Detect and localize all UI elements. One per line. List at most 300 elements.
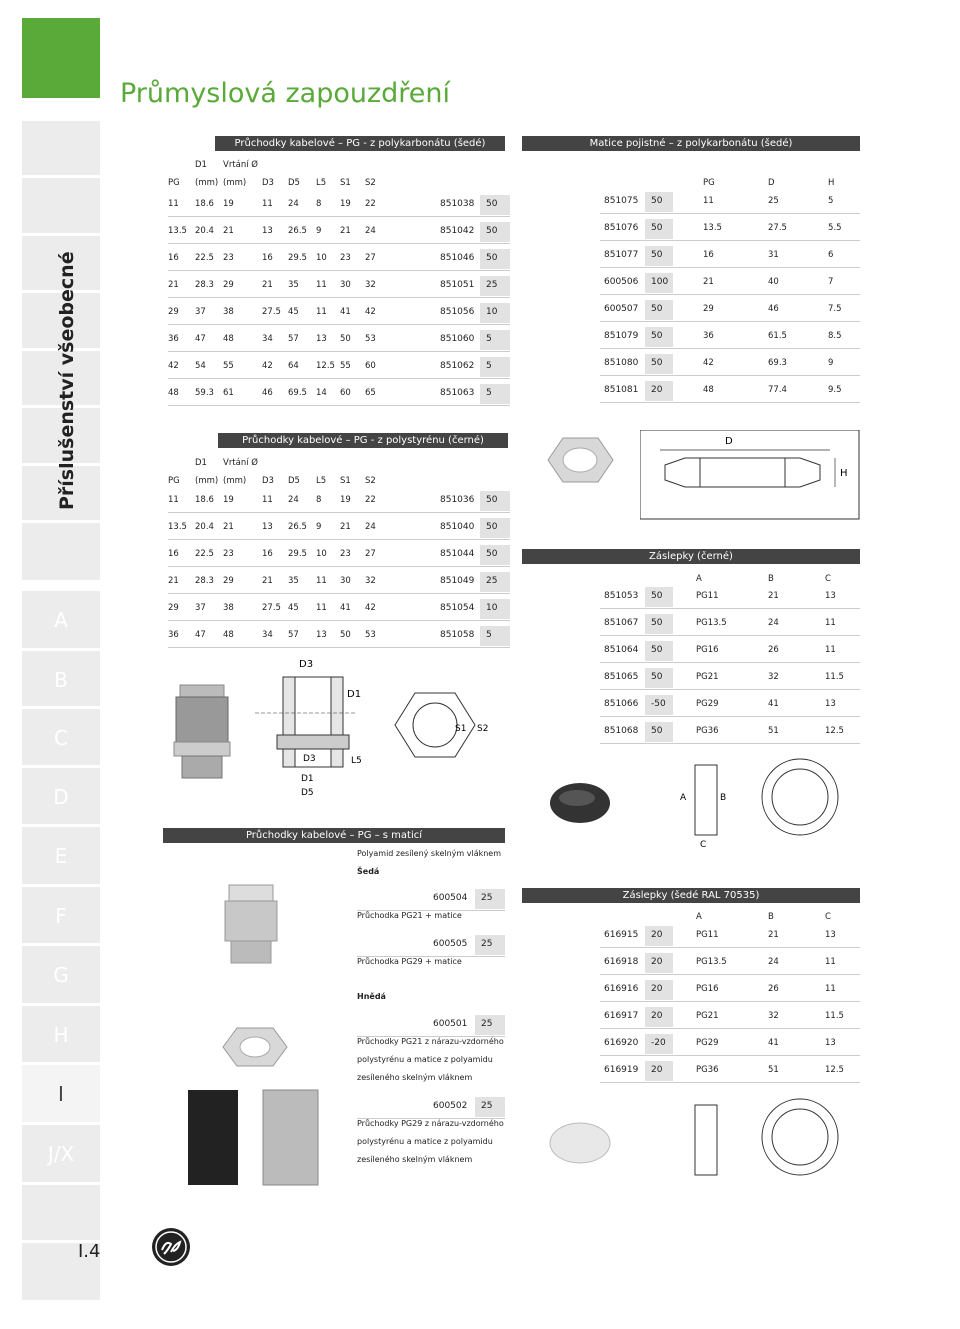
- cell: 25: [768, 196, 779, 206]
- cell: 23: [223, 549, 234, 559]
- row-divider: [600, 635, 860, 636]
- pack-qty: 20: [651, 930, 663, 940]
- table-row: [0, 614, 960, 634]
- cell: 21: [262, 280, 273, 290]
- row-divider: [600, 689, 860, 690]
- cell: 18.6: [195, 495, 214, 505]
- cell: PG29: [696, 1038, 719, 1048]
- cell: 21: [223, 522, 234, 532]
- pack-cell: [645, 381, 673, 401]
- table-title: Průchodky kabelové – PG - z polystyrénu (černé): [218, 433, 508, 448]
- row-divider: [168, 216, 510, 217]
- lock-nut-photo: [538, 430, 618, 490]
- row-divider: [600, 321, 860, 322]
- row-divider: [600, 402, 860, 403]
- product-desc: zesíleného skelným vláknem: [357, 1155, 473, 1164]
- article-code: 851044: [440, 549, 475, 559]
- article-code: 851065: [604, 672, 639, 682]
- article-code: 851036: [440, 495, 475, 505]
- article-code: 851063: [440, 388, 475, 398]
- article-code: 851076: [604, 223, 639, 233]
- row-divider: [600, 716, 860, 717]
- pack-qty: 50: [651, 645, 663, 655]
- row-divider: [600, 240, 860, 241]
- header-col: B: [768, 912, 774, 922]
- header-bore: Vrtání Ø: [223, 458, 258, 468]
- black-grey-glands-photo: [178, 1085, 328, 1195]
- pack-qty: 25: [486, 576, 498, 586]
- header-col: S2: [365, 178, 376, 188]
- pack-cell: [480, 491, 510, 511]
- sidebar-letter-g: G: [22, 943, 100, 1003]
- cell: 11: [316, 307, 327, 317]
- cell: 46: [768, 304, 779, 314]
- pack-qty: 25: [481, 1101, 493, 1111]
- header-col: D5: [288, 476, 300, 486]
- cell: 35: [288, 280, 299, 290]
- cell: 48: [168, 388, 179, 398]
- header-col: H: [828, 178, 835, 188]
- cell: 11: [825, 984, 836, 994]
- gland-label-d1: D1: [347, 689, 362, 700]
- cell: 47: [195, 334, 206, 344]
- grey-plug-drawing: [660, 1095, 860, 1190]
- nut-dim-d: D: [725, 436, 733, 447]
- pack-cell: [475, 935, 505, 955]
- row-divider: [600, 1055, 860, 1056]
- row-divider: [168, 539, 510, 540]
- article-code: 851062: [440, 361, 475, 371]
- product-desc: zesíleného skelným vláknem: [357, 1073, 473, 1082]
- cell: 12.5: [825, 726, 844, 736]
- cell: 11: [703, 196, 714, 206]
- header-col: L5: [316, 178, 327, 188]
- pack-qty: 100: [651, 277, 669, 287]
- header-col: (mm): [223, 178, 247, 188]
- gland-label-d3: D3: [299, 659, 314, 670]
- cell: 19: [340, 199, 351, 209]
- row-divider: [168, 351, 510, 352]
- cell: 34: [262, 334, 273, 344]
- cell: 5.5: [828, 223, 842, 233]
- pack-cell: [475, 1097, 505, 1117]
- gland-photo-grey: [168, 680, 238, 790]
- pack-cell: [480, 518, 510, 538]
- gland-section-drawing: [255, 655, 505, 800]
- cell: 11: [316, 603, 327, 613]
- cell: 60: [340, 388, 351, 398]
- row-divider: [168, 324, 510, 325]
- cell: 21: [340, 226, 351, 236]
- cell: 13: [262, 226, 273, 236]
- cell: 32: [365, 280, 376, 290]
- cell: 11: [825, 618, 836, 628]
- cell: 27: [365, 549, 376, 559]
- cell: 48: [223, 630, 234, 640]
- header-col: (mm): [195, 476, 219, 486]
- pack-qty: 50: [651, 591, 663, 601]
- cell: PG16: [696, 645, 719, 655]
- pack-cell: [480, 545, 510, 565]
- nut-dim-h: H: [840, 468, 848, 479]
- cell: 32: [768, 672, 779, 682]
- pack-cell: [475, 889, 505, 909]
- cell: 9.5: [828, 385, 842, 395]
- pack-cell: [645, 953, 673, 973]
- cell: 23: [223, 253, 234, 263]
- article-code: 851060: [440, 334, 475, 344]
- header-d1: D1: [195, 458, 207, 468]
- table-row: [0, 980, 960, 1000]
- cell: 53: [365, 334, 376, 344]
- hex-label-s1: S1: [455, 724, 467, 734]
- row-divider: [600, 608, 860, 609]
- cell: PG13.5: [696, 618, 727, 628]
- material-text: Polyamid zesílený skelným vláknem: [357, 849, 502, 858]
- table-row: [0, 587, 960, 607]
- cell: 22: [365, 495, 376, 505]
- cell: PG36: [696, 726, 719, 736]
- sidebar-blank: [22, 1182, 100, 1242]
- cell: 16: [168, 549, 179, 559]
- cell: 12.5: [825, 1065, 844, 1075]
- table-row: [0, 327, 960, 347]
- row-divider: [600, 1001, 860, 1002]
- cell: 61: [223, 388, 234, 398]
- article-code: 600507: [604, 304, 639, 314]
- row-divider: [600, 267, 860, 268]
- article-code: 851066: [604, 699, 639, 709]
- article-code: 851068: [604, 726, 639, 736]
- cell: 29.5: [288, 549, 307, 559]
- cell: 11: [825, 957, 836, 967]
- cell: 36: [703, 331, 714, 341]
- cell: 5: [828, 196, 834, 206]
- pack-qty: 50: [486, 253, 498, 263]
- cell: 6: [828, 250, 834, 260]
- header-col: C: [825, 912, 831, 922]
- table-row: [0, 1061, 960, 1081]
- cell: 29: [168, 307, 179, 317]
- row-divider: [600, 1082, 860, 1083]
- cell: PG11: [696, 591, 719, 601]
- sidebar-letter-d: D: [22, 765, 100, 825]
- article-code: 851077: [604, 250, 639, 260]
- article-code: 851081: [604, 385, 639, 395]
- sidebar-letter-i: I: [22, 1062, 100, 1122]
- pack-cell: [645, 1061, 673, 1081]
- cell: 21: [168, 280, 179, 290]
- pack-cell: [645, 641, 673, 661]
- header-d1: D1: [195, 160, 207, 170]
- cell: 27: [365, 253, 376, 263]
- cell: 13: [825, 930, 836, 940]
- table-title: Průchodky kabelové – PG - z polykarbonátu (šedé): [215, 136, 505, 151]
- pack-qty: 25: [481, 893, 493, 903]
- header-col: PG: [168, 476, 180, 486]
- pack-qty: 50: [651, 196, 663, 206]
- cell: 69.5: [288, 388, 307, 398]
- cell: 13: [825, 591, 836, 601]
- sidebar-letter-c: C: [22, 706, 100, 766]
- pack-qty: 50: [651, 618, 663, 628]
- cell: 57: [288, 334, 299, 344]
- cell: 28.3: [195, 576, 214, 586]
- header-col: B: [768, 574, 774, 584]
- cell: 12.5: [316, 361, 335, 371]
- article-code: 851042: [440, 226, 475, 236]
- cell: 42: [262, 361, 273, 371]
- pack-qty: 50: [486, 522, 498, 532]
- cell: 9: [828, 358, 834, 368]
- cell: 29.5: [288, 253, 307, 263]
- cell: 30: [340, 280, 351, 290]
- cell: 24: [288, 495, 299, 505]
- article-code: 616916: [604, 984, 639, 994]
- row-divider: [600, 294, 860, 295]
- article-code: 600501: [433, 1019, 468, 1029]
- product-row: [0, 1015, 960, 1035]
- sidebar-blank: [22, 118, 100, 178]
- header-col: C: [825, 574, 831, 584]
- cell: 21: [168, 576, 179, 586]
- article-code: 851079: [604, 331, 639, 341]
- cell: 14: [316, 388, 327, 398]
- cell: 36: [168, 630, 179, 640]
- cell: 11: [262, 495, 273, 505]
- pack-qty: 50: [651, 672, 663, 682]
- gland-label-d1b: D1: [301, 774, 314, 784]
- pack-qty: 20: [651, 385, 663, 395]
- pack-qty: 50: [486, 495, 498, 505]
- cell: 11: [316, 576, 327, 586]
- pack-cell: [645, 300, 673, 320]
- black-plug-photo: [545, 778, 615, 828]
- pack-cell: [475, 1015, 505, 1035]
- cell: 20.4: [195, 226, 214, 236]
- cell: 42: [365, 307, 376, 317]
- header-col: A: [696, 912, 702, 922]
- cell: 32: [768, 1011, 779, 1021]
- pack-qty: 25: [486, 280, 498, 290]
- black-plug-drawing: [660, 755, 860, 850]
- cell: 13.5: [703, 223, 722, 233]
- article-code: 851064: [604, 645, 639, 655]
- pack-cell: [645, 192, 673, 212]
- cell: 28.3: [195, 280, 214, 290]
- pack-cell: [645, 980, 673, 1000]
- plug-label-c: C: [700, 840, 707, 850]
- pack-qty: 50: [486, 226, 498, 236]
- table-title: Matice pojistné – z polykarbonátu (šedé): [522, 136, 860, 151]
- cell: PG11: [696, 930, 719, 940]
- cell: 22.5: [195, 549, 214, 559]
- header-col: S2: [365, 476, 376, 486]
- cell: 26.5: [288, 522, 307, 532]
- pack-cell: [645, 668, 673, 688]
- brown-label: Hnědá: [357, 992, 386, 1001]
- cell: 11: [168, 199, 179, 209]
- cell: PG16: [696, 984, 719, 994]
- cell: 48: [223, 334, 234, 344]
- cell: 11: [316, 280, 327, 290]
- cell: 24: [365, 226, 376, 236]
- pack-qty: 20: [651, 1011, 663, 1021]
- row-divider: [600, 743, 860, 744]
- pack-qty: 50: [651, 250, 663, 260]
- cell: 11.5: [825, 1011, 844, 1021]
- cell: 22.5: [195, 253, 214, 263]
- header-bore: Vrtání Ø: [223, 160, 258, 170]
- table-title: Průchodky kabelové – PG – s maticí: [163, 828, 505, 843]
- cell: 55: [223, 361, 234, 371]
- sidebar-letter-j-x: J/X: [22, 1122, 100, 1182]
- cell: 13.5: [168, 226, 187, 236]
- table-row: [0, 518, 960, 538]
- table-row: [0, 219, 960, 239]
- pack-cell: [645, 327, 673, 347]
- cell: 21: [262, 576, 273, 586]
- cell: 38: [223, 603, 234, 613]
- cell: 50: [340, 334, 351, 344]
- cell: 61.5: [768, 331, 787, 341]
- pack-cell: [645, 246, 673, 266]
- pack-qty: -50: [651, 699, 666, 709]
- cell: 59.3: [195, 388, 214, 398]
- cell: PG36: [696, 1065, 719, 1075]
- pack-qty: -20: [651, 1038, 666, 1048]
- cell: 53: [365, 630, 376, 640]
- cell: 54: [195, 361, 206, 371]
- cell: 36: [168, 334, 179, 344]
- header-col: (mm): [195, 178, 219, 188]
- cell: 29: [223, 280, 234, 290]
- cell: 42: [365, 603, 376, 613]
- cell: 21: [340, 522, 351, 532]
- article-code: 851038: [440, 199, 475, 209]
- article-code: 851080: [604, 358, 639, 368]
- pack-qty: 50: [651, 223, 663, 233]
- cell: 13: [316, 630, 327, 640]
- cell: 13: [825, 699, 836, 709]
- sidebar-letter-e: E: [22, 824, 100, 884]
- pack-qty: 50: [651, 304, 663, 314]
- cell: 7.5: [828, 304, 842, 314]
- pack-qty: 10: [486, 603, 498, 613]
- plug-label-a: A: [680, 793, 687, 803]
- cell: 10: [316, 253, 327, 263]
- cell: 37: [195, 307, 206, 317]
- article-code: 616919: [604, 1065, 639, 1075]
- cell: 24: [768, 618, 779, 628]
- article-code: 851054: [440, 603, 475, 613]
- pack-qty: 20: [651, 1065, 663, 1075]
- cell: 26: [768, 984, 779, 994]
- pack-qty: 5: [486, 388, 492, 398]
- article-code: 851067: [604, 618, 639, 628]
- cell: 47: [195, 630, 206, 640]
- cell: PG13.5: [696, 957, 727, 967]
- pack-qty: 5: [486, 361, 492, 371]
- product-row: [0, 935, 960, 955]
- pack-qty: 25: [481, 1019, 493, 1029]
- cell: 21: [768, 930, 779, 940]
- pack-cell: [645, 219, 673, 239]
- header-col: D3: [262, 178, 274, 188]
- cell: 23: [340, 253, 351, 263]
- pack-qty: 50: [651, 331, 663, 341]
- product-desc: Průchodky PG29 z nárazu-vzdorného: [357, 1119, 504, 1128]
- pack-cell: [645, 614, 673, 634]
- cell: 34: [262, 630, 273, 640]
- pack-qty: 20: [651, 984, 663, 994]
- cell: 20.4: [195, 522, 214, 532]
- row-divider: [600, 348, 860, 349]
- cell: 30: [340, 576, 351, 586]
- pack-cell: [645, 722, 673, 742]
- row-divider: [168, 378, 510, 379]
- cell: 11.5: [825, 672, 844, 682]
- cell: 41: [768, 699, 779, 709]
- product-desc: Průchodka PG21 + matice: [357, 911, 462, 920]
- cell: 16: [262, 253, 273, 263]
- cell: 29: [168, 603, 179, 613]
- cell: 48: [703, 385, 714, 395]
- gland-label-l5: L5: [351, 756, 362, 766]
- cell: 8: [316, 495, 322, 505]
- product-desc: Průchodky PG21 z nárazu-vzdorného: [357, 1037, 504, 1046]
- cell: 26.5: [288, 226, 307, 236]
- cell: 45: [288, 307, 299, 317]
- cell: 13: [825, 1038, 836, 1048]
- product-desc: polystyrénu a matice z polyamidu: [357, 1137, 493, 1146]
- cell: 26: [768, 645, 779, 655]
- cell: 45: [288, 603, 299, 613]
- sidebar-letter-b: B: [22, 648, 100, 708]
- article-code: 851075: [604, 196, 639, 206]
- cell: 13: [262, 522, 273, 532]
- cell: 31: [768, 250, 779, 260]
- grey-label: Šedá: [357, 867, 380, 876]
- grey-plug-photo: [545, 1118, 615, 1168]
- cell: 9: [316, 226, 322, 236]
- cell: 21: [768, 591, 779, 601]
- cell: 10: [316, 549, 327, 559]
- header-col: A: [696, 574, 702, 584]
- table-row: [0, 192, 960, 212]
- row-divider: [168, 405, 510, 406]
- article-code: 851051: [440, 280, 475, 290]
- cell: 51: [768, 726, 779, 736]
- pack-qty: 20: [651, 957, 663, 967]
- row-divider: [168, 270, 510, 271]
- grey-gland-nut-photo: [215, 880, 290, 970]
- article-code: 600506: [604, 277, 639, 287]
- cell: 21: [703, 277, 714, 287]
- article-code: 600504: [433, 893, 468, 903]
- cell: 55: [340, 361, 351, 371]
- row-divider: [600, 375, 860, 376]
- pack-cell: [645, 587, 673, 607]
- article-code: 600505: [433, 939, 468, 949]
- article-code: 851053: [604, 591, 639, 601]
- table-title: Záslepky (černé): [522, 549, 860, 564]
- table-title: Záslepky (šedé RAL 70535): [522, 888, 860, 903]
- cell: 41: [768, 1038, 779, 1048]
- pack-qty: 25: [481, 939, 493, 949]
- table-row: [0, 300, 960, 320]
- vertical-section-title: Příslušenství všeobecné: [56, 251, 78, 510]
